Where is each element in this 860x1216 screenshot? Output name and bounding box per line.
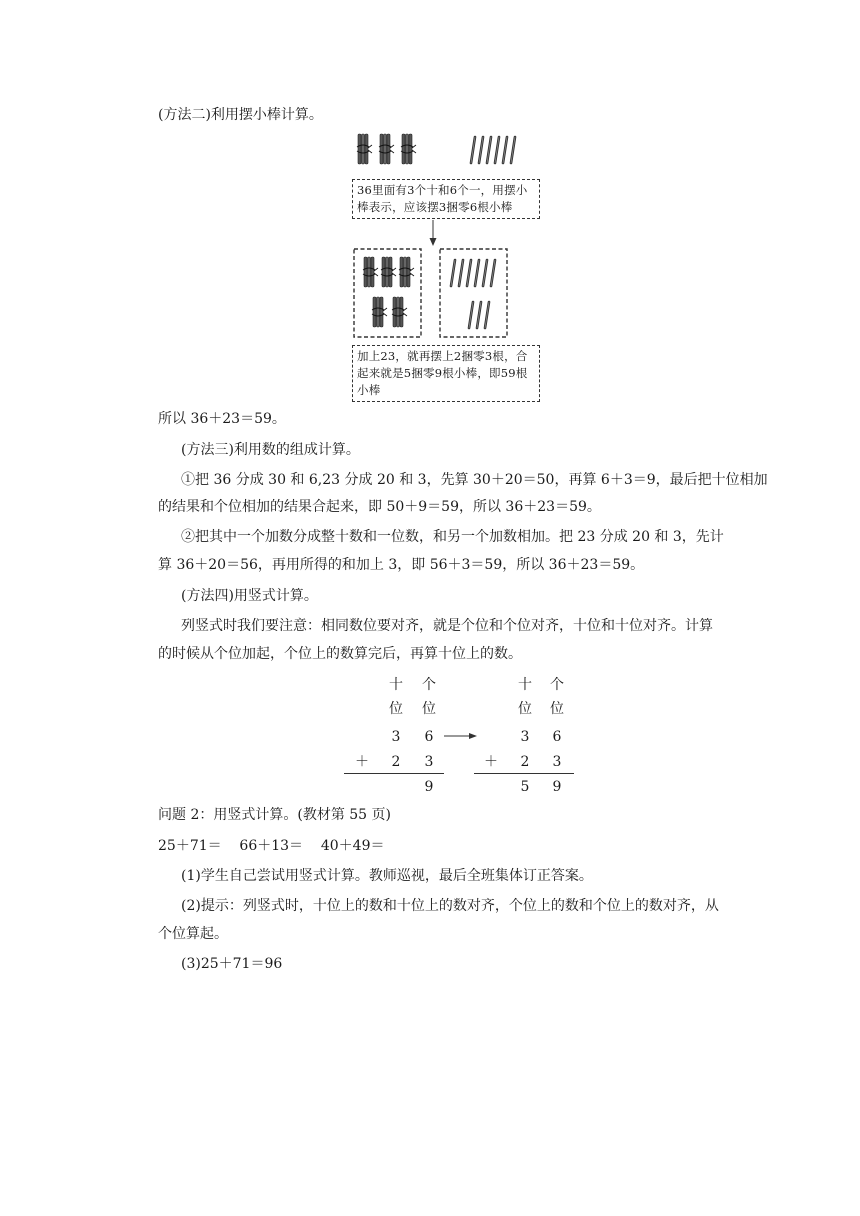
question2-exercises: 25＋71＝ 66＋13＝ 40＋49＝ — [158, 838, 385, 854]
question2-step2-line1: (2)提示：列竖式时，十位上的数和十位上的数对齐，个位上的数和个位上的数对齐，从 — [181, 898, 719, 914]
question2-title: 问题 2：用竖式计算。(教材第 55 页) — [158, 807, 391, 823]
addend2-ones: 3 — [424, 754, 434, 770]
plus-sign: ＋ — [355, 754, 369, 770]
method3-heading: (方法三)利用数的组成计算。 — [181, 442, 360, 458]
sticks-figure — [345, 132, 541, 402]
method2-heading: (方法二)利用摆小棒计算。 — [158, 107, 323, 123]
sum-tens: 5 — [520, 779, 530, 795]
tens-header: 十 — [389, 677, 403, 693]
addend1-tens: 3 — [520, 729, 530, 745]
plus-sign: ＋ — [484, 754, 498, 770]
sum-line — [344, 773, 444, 774]
sum-line — [474, 773, 574, 774]
box2-line-3: 小棒 — [357, 383, 381, 397]
tens-header-2: 位 — [518, 701, 532, 717]
sum-ones: 9 — [552, 779, 562, 795]
method3-p1-line1: ①把 36 分成 30 和 6,23 分成 20 和 3，先算 30＋20＝50，再算 6＋3＝9，最后把十位相加 — [181, 472, 768, 488]
addend1-ones: 6 — [424, 729, 434, 745]
arrow-right-icon — [444, 730, 478, 742]
question2-step2-line2: 个位算起。 — [158, 926, 228, 942]
addend2-tens: 2 — [391, 754, 401, 770]
method3-p1-line2: 的结果和个位相加的结果合起来，即 50＋9＝59，所以 36＋23＝59。 — [158, 499, 601, 515]
ones-header-2: 位 — [422, 701, 436, 717]
addend1-tens: 3 — [391, 729, 401, 745]
method3-p2-line2: 算 36＋20＝56，再用所得的和加上 3，即 56＋3＝59，所以 36＋23＝59。 — [158, 557, 645, 573]
box1-line-1: 36里面有3个十和6个一，用摆小 — [357, 183, 528, 197]
method4-p-line2: 的时候从个位加起，个位上的数算完后，再算十位上的数。 — [158, 646, 522, 662]
box1-line-2: 棒表示，应该摆3捆零6根小棒 — [357, 200, 513, 214]
box2-line-2: 起来就是5捆零9根小棒，即59根 — [357, 366, 528, 380]
ones-header-2: 位 — [550, 701, 564, 717]
tens-header: 十 — [518, 677, 532, 693]
addend2-ones: 3 — [552, 754, 562, 770]
ones-header: 个 — [422, 677, 436, 693]
method4-heading: (方法四)用竖式计算。 — [181, 588, 318, 604]
method3-p2-line1: ②把其中一个加数分成整十数和一位数，和另一个加数相加。把 23 分成 20 和 3，先计 — [181, 529, 724, 545]
method2-result: 所以 36＋23＝59。 — [158, 411, 286, 427]
ones-header: 个 — [550, 677, 564, 693]
question2-step1: (1)学生自己尝试用竖式计算。教师巡视，最后全班集体订正答案。 — [181, 868, 593, 884]
box2-line-1: 加上23，就再摆上2捆零3根，合 — [357, 349, 528, 363]
explanation-box-2 — [352, 345, 540, 402]
question2-step3: (3)25＋71＝96 — [181, 956, 283, 972]
method4-p-line1: 列竖式时我们要注意：相同数位要对齐，就是个位和个位对齐，十位和十位对齐。计算 — [181, 618, 713, 634]
addend2-tens: 2 — [520, 754, 530, 770]
addend1-ones: 6 — [552, 729, 562, 745]
tens-header-2: 位 — [389, 701, 403, 717]
explanation-box-1 — [352, 179, 540, 219]
sum-ones: 9 — [424, 779, 434, 795]
